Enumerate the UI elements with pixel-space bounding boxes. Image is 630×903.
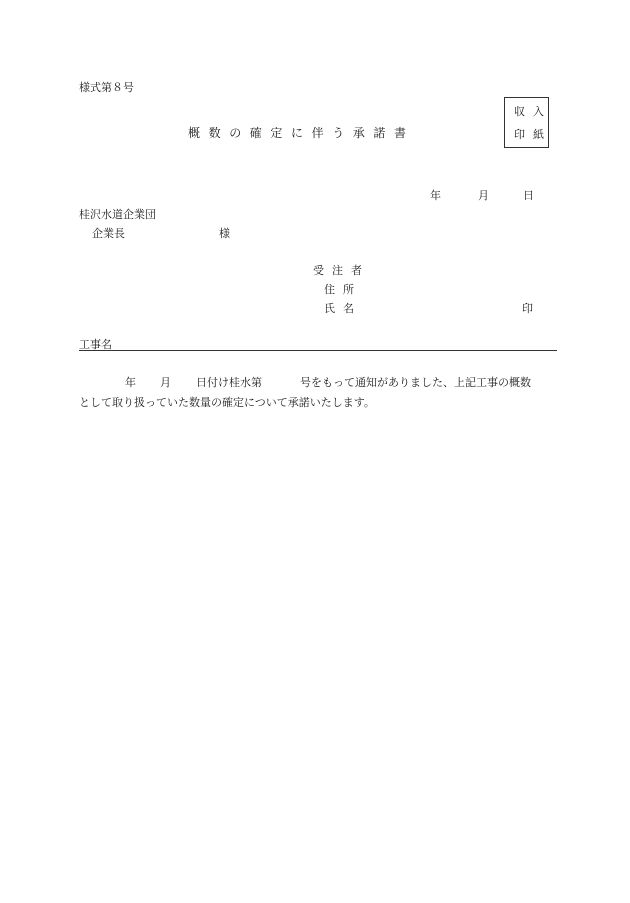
name-label: 氏名 [324,302,362,315]
project-name-underline [79,350,557,351]
body-paragraph-line2: として取り扱っていた数量の確定について承諾いたします。 [79,396,375,409]
form-number: 様式第８号 [79,81,134,94]
address-label: 住所 [324,283,362,296]
addressee-organization: 桂沢水道企業団 [79,208,156,221]
date-month-label: 月 [478,189,489,202]
revenue-stamp-box [504,97,552,148]
body-month: 月 [160,376,171,389]
body-year: 年 [125,376,136,389]
stamp-label-line1: 収入 [514,105,552,118]
contractor-label: 受注者 [313,264,370,277]
date-day-label: 日 [523,189,534,202]
date-year-label: 年 [430,189,441,202]
body-line1-rest: 号をもって通知がありました、上記工事の概数 [300,376,531,389]
body-date-reference: 日付け桂水第 [196,376,262,389]
addressee-title: 企業長 [92,227,125,240]
project-name-label: 工事名 [79,338,112,351]
stamp-label-line2: 印紙 [514,128,552,141]
document-title: 概数の確定に伴う承諾書 [188,126,415,140]
seal-mark: 印 [522,302,533,315]
addressee-honorific: 様 [219,227,230,240]
